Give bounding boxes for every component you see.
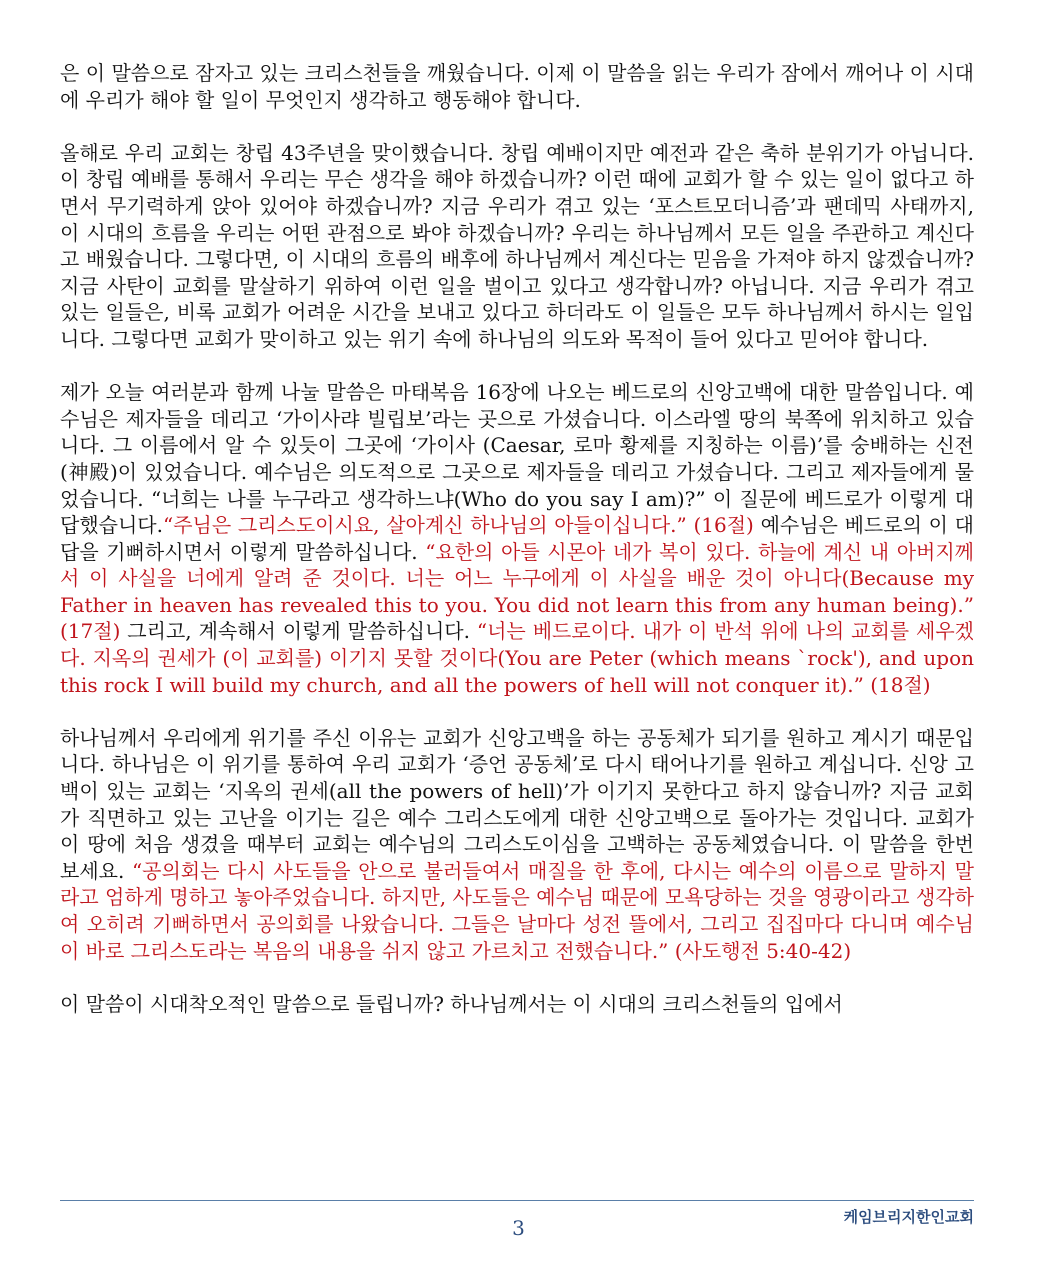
page-number: 3 <box>512 1216 525 1240</box>
quote-matthew-16-17: “요한의 아들 시몬아 네가 복이 있다. 하늘에 계신 내 아버지께서 이 사실을 너에게 알려 준 것이다. 너는 어느 누구에게 이 사실을 배운 것이 아니다(Because my Father in heaven has revealed this to you. You did not learn this from any human being).” (17절) <box>60 539 974 644</box>
paragraph-5: 이 말씀이 시대착오적인 말씀으로 들립니까? 하나님께서는 이 시대의 크리스천들의 입에서 <box>60 991 843 1016</box>
paragraph-4-text-a: 하나님께서 우리에게 위기를 주신 이유는 교회가 신앙고백을 하는 공동체가 되기를 원하고 계시기 때문입니다. 하나님은 이 위기를 통하여 우리 교회가 ‘증언 공동체’로 다시 태어나기를 원하고 계십니다. 신앙 고백이 있는 교회는 ‘지옥의 권세(all the powers of hell)’가 이기지 못한다고 하지 않습니까? 지금 교회가 직면하고 있는 고난을 이기는 길은 예수 그리스도에게 대한 신앙고백으로 돌아가는 것입니다. 교회가 이 땅에 처음 생겼을 때부터 교회는 예수님의 그리스도이심을 고백하는 공동체였습니다. 이 말씀을 한번 보세요. <box>60 725 974 883</box>
footer-divider <box>60 1200 974 1201</box>
paragraph-4 <box>60 725 974 964</box>
paragraph-1: 은 이 말씀으로 잠자고 있는 크리스천들을 깨웠습니다. 이제 이 말씀을 읽는 우리가 잠에서 깨어나 이 시대에 우리가 해야 할 일이 무엇인지 생각하고 행동해야 합니다. <box>60 61 974 112</box>
paragraph-3-text-b: 예수님은 베드로의 이 대답을 기뻐하시면서 이렇게 말씀하십니다. <box>60 513 974 564</box>
quote-matthew-16-18: “너는 베드로이다. 내가 이 반석 위에 나의 교회를 세우겠다. 지옥의 권세가 (이 교회를) 이기지 못할 것이다(You are Peter (which means `rock'), and upon this rock I will build my church, and all the powers of hell will not conquer it).” (18절) <box>60 619 974 697</box>
paragraph-3-text-a: 제가 오늘 여러분과 함께 나눌 말씀은 마태복음 16장에 나오는 베드로의 신앙고백에 대한 말씀입니다. 예수님은 제자들을 데리고 ‘가이사랴 빌립보’라는 곳으로 가셨습니다. 이스라엘 땅의 북쪽에 위치하고 있습니다. 그 이름에서 알 수 있듯이 그곳에 ‘가이사 (Caesar, 로마 황제를 지칭하는 이름)’를 숭배하는 신전(神殿)이 있었습니다. 예수님은 의도적으로 그곳으로 제자들을 데리고 가셨습니다. 그리고 제자들에게 물었습니다. “너희는 나를 누구라고 생각하느냐(Who do you say I am)?” 이 질문에 베드로가 이렇게 대답했습니다. <box>60 380 974 538</box>
church-name: 케임브리지한인교회 <box>843 1208 974 1226</box>
body-text <box>60 60 974 1044</box>
quote-acts-5-40-42: “공의회는 다시 사도들을 안으로 불러들여서 매질을 한 후에, 다시는 예수의 이름으로 말하지 말라고 엄하게 명하고 놓아주었습니다. 하지만, 사도들은 예수님 때문에 모욕당하는 것을 영광이라고 생각하여 오히려 기뻐하면서 공의회를 나왔습니다. 그들은 날마다 성전 뜰에서, 그리고 집집마다 다니며 예수님이 바로 그리스도라는 복음의 내용을 쉬지 않고 가르치고 전했습니다.” (사도행전 5:40-42) <box>60 858 974 963</box>
paragraph-3-text-c: 그리고, 계속해서 이렇게 말씀하십니다. <box>120 619 477 644</box>
paragraph-3 <box>60 379 974 698</box>
quote-matthew-16-16: “주님은 그리스도이시요, 살아계신 하나님의 아들이십니다.” (16절) <box>162 513 754 538</box>
paragraph-2: 올해로 우리 교회는 창립 43주년을 맞이했습니다. 창립 예배이지만 예전과 같은 축하 분위기가 아닙니다. 이 창립 예배를 통해서 우리는 무슨 생각을 해야 하겠습니까? 이런 때에 교회가 할 수 있는 일이 없다고 하면서 무기력하게 앉아 있어야 하겠습니까? 지금 우리가 겪고 있는 ‘포스트모더니즘’과 팬데믹 사태까지, 이 시대의 흐름을 우리는 어떤 관점으로 봐야 하겠습니까? 우리는 하나님께서 모든 일을 주관하고 계신다고 배웠습니다. 그렇다면, 이 시대의 흐름의 배후에 하나님께서 계신다는 믿음을 가져야 하지 않겠습니까? 지금 사탄이 교회를 말살하기 위하여 이런 일을 벌이고 있다고 생각합니까? 아닙니다. 지금 우리가 겪고 있는 일들은, 비록 교회가 어려운 시간을 보내고 있다고 하더라도 이 일들은 모두 하나님께서 하시는 일입니다. 그렇다면 교회가 맞이하고 있는 위기 속에 하나님의 의도와 목적이 들어 있다고 믿어야 합니다. <box>60 140 974 351</box>
